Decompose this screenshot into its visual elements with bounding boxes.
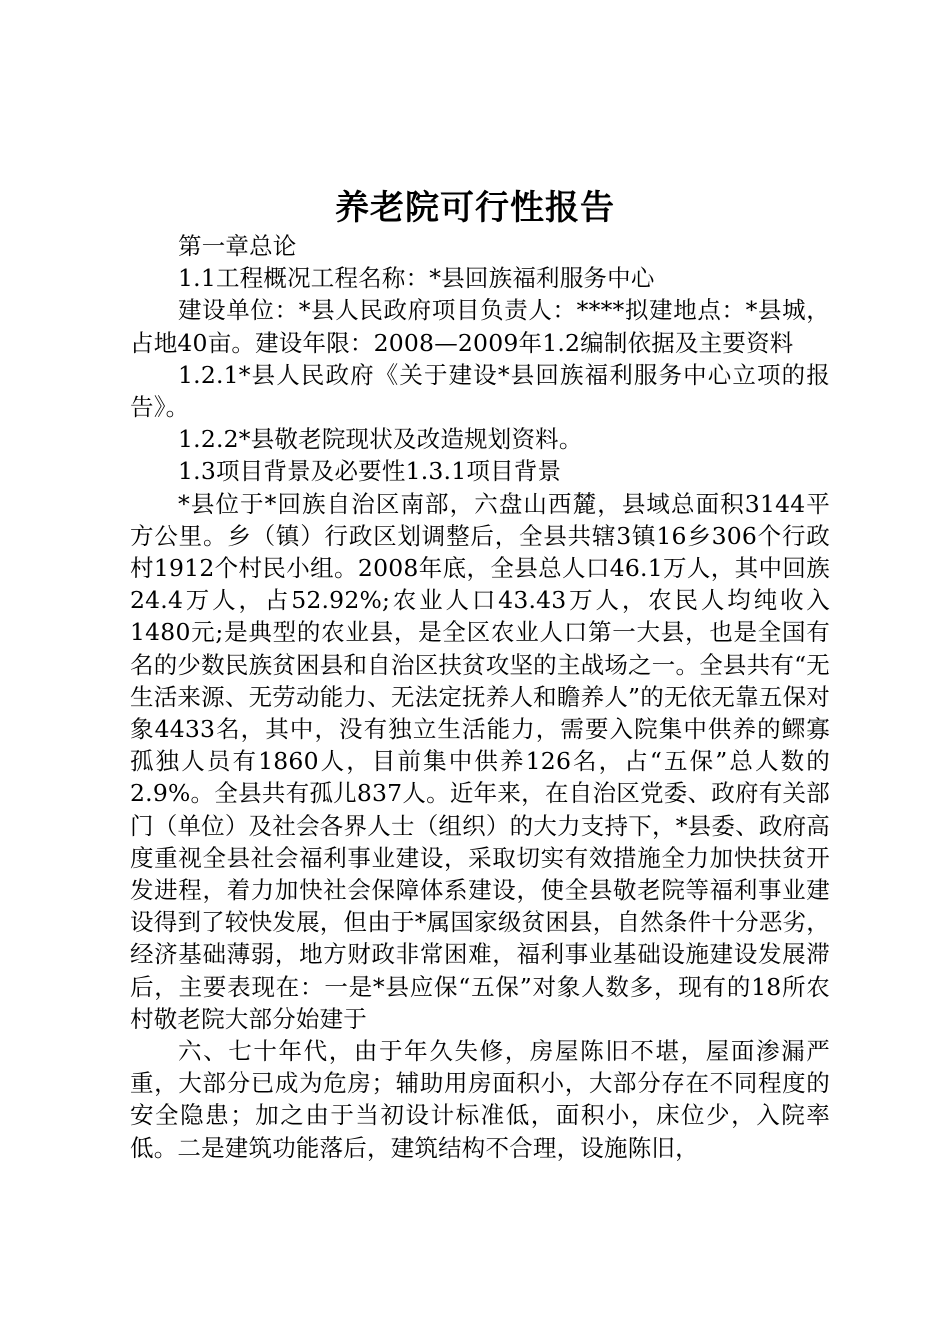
chapter-heading: 第一章总论 (178, 232, 297, 260)
paragraph: 建设单位：*县人民政府项目负责人：****拟建地点：*县城，占地40亩。建设年限：2008—2009年1.2编制依据及主要资料 (130, 296, 830, 357)
paragraph: 1.1工程概况工程名称：*县回族福利服务中心 (178, 264, 655, 293)
section-heading: 1.3项目背景及必要性1.3.1项目背景 (178, 457, 562, 486)
paragraph: 六、七十年代，由于年久失修，房屋陈旧不堪，屋面渗漏严重，大部分已成为危房；辅助用房面积小，大部分存在不同程度的安全隐患；加之由于当初设计标准低，面积小，床位少，入院率低。二是建筑功能落后，建筑结构不合理，设施陈旧， (130, 1037, 830, 1162)
document-body (130, 230, 830, 1164)
paragraph: 1.2.2*县敬老院现状及改造规划资料。 (178, 425, 583, 454)
paragraph: *县位于*回族自治区南部，六盘山西麓，县域总面积3144平方公里。乡（镇）行政区划调整后，全县共辖3镇16乡306个行政村1912个村民小组。2008年底，全县总人口46.1万人，其中回族24.4万人，占52.92%;农业人口43.43万人，农民人均纯收入1480元;是典型的农业县，是全区农业人口第一大县，也是全国有名的少数民族贫困县和自治区扶贫攻坚的主战场之一。全县共有“无生活来源、无劳动能力、无法定抚养人和瞻养人”的无依无靠五保对象4433名，其中，没有独立生活能力，需要入院集中供养的鳏寡孤独人员有1860人，目前集中供养126名，占“五保”总人数的2.9%。全县共有孤儿837人。近年来，在自治区党委、政府有关部门（单位）及社会各界人士（组织）的大力支持下，*县委、政府高度重视全县社会福利事业建设，采取切实有效措施全力加快扶贫开发进程，着力加快社会保障体系建设，使全县敬老院等福利事业建设得到了较快发展，但由于*属国家级贫困县，自然条件十分恶劣，经济基础薄弱，地方财政非常困难，福利事业基础设施建设发展滞后，主要表现在：一是*县应保“五保”对象人数多，现有的18所农村敬老院大部分始建于 (130, 489, 830, 1033)
document-title: 养老院可行性报告 (335, 188, 615, 228)
paragraph: 1.2.1*县人民政府《关于建设*县回族福利服务中心立项的报告》。 (130, 360, 830, 422)
